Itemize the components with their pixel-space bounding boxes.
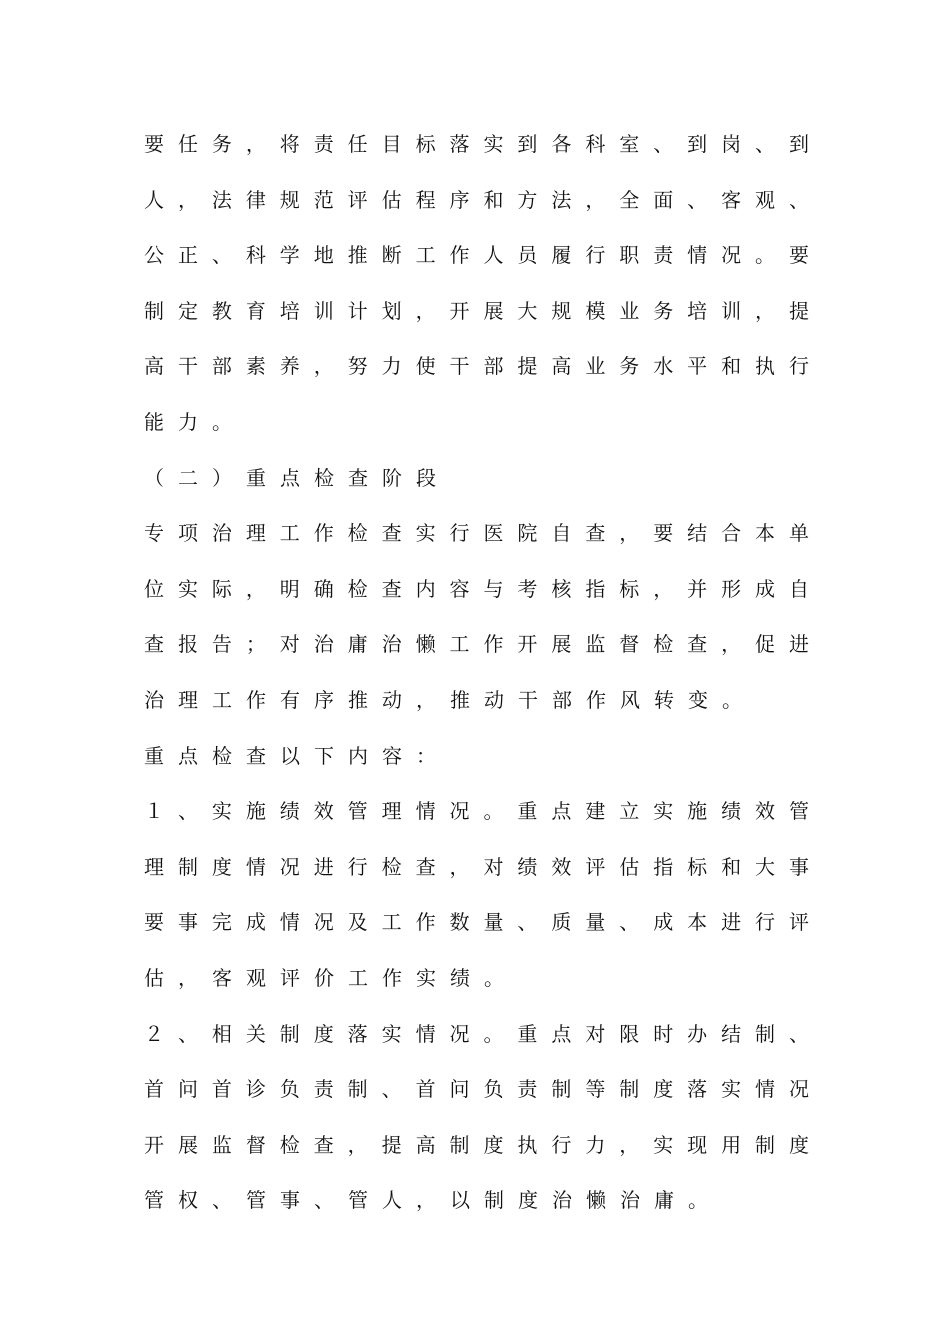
text-line-11: 治理工作有序推动，推动干部作风转变。 [144,688,756,712]
section-heading: （二）重点检查阶段 [144,466,450,490]
text-line-6: 能力。 [144,410,246,434]
text-line-18: 首问首诊负责制、首问负责制等制度落实情况 [144,1077,809,1101]
text-line-5: 高干部素养，努力使干部提高业务水平和执行 [144,354,809,378]
text-line-3: 公正、科学地推断工作人员履行职责情况。要 [144,243,809,267]
text-line-20: 管权、管事、管人，以制度治懒治庸。 [144,1188,722,1212]
text-line-16: 估，客观评价工作实绩。 [144,966,518,990]
text-line-1: 要任务，将责任目标落实到各科室、到岗、到 [144,132,809,156]
text-line-2: 人，法律规范评估程序和方法，全面、客观、 [144,188,809,212]
text-line-10: 查报告；对治庸治懒工作开展监督检查，促进 [144,632,809,656]
text-line-12: 重点检查以下内容： [144,744,450,768]
text-line-13: １、实施绩效管理情况。重点建立实施绩效管 [144,799,809,823]
text-line-14: 理制度情况进行检查，对绩效评估指标和大事 [144,855,809,879]
text-line-4: 制定教育培训计划，开展大规模业务培训，提 [144,299,809,323]
text-line-8: 专项治理工作检查实行医院自查，要结合本单 [144,521,809,545]
text-line-19: 开展监督检查，提高制度执行力，实现用制度 [144,1133,809,1157]
text-line-17: ２、相关制度落实情况。重点对限时办结制、 [144,1022,809,1046]
text-line-9: 位实际，明确检查内容与考核指标，并形成自 [144,577,809,601]
text-line-15: 要事完成情况及工作数量、质量、成本进行评 [144,910,809,934]
